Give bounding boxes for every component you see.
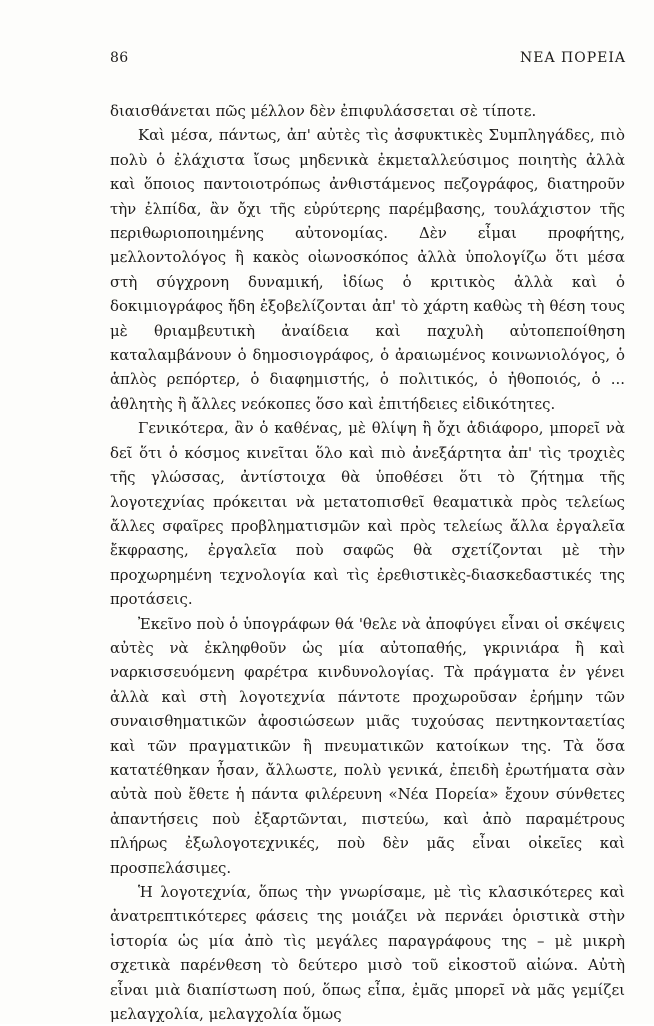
paragraph: Ἐκεῖνο ποὺ ὁ ὑπογράφων θά 'θελε νὰ ἀποφύγει εἶναι οἱ σκέψεις αὐτὲς νὰ ἐκληφθοῦν ὡς μία αὐτοπαθής, γκρινιάρα ἢ καὶ ναρκισσευόμενη φαρέτρα κινδυνολογίας. Τὰ πράγματα ἐν γένει ἀλλὰ καὶ στὴ λογοτεχνία πάντοτε προχωροῦσαν ἐρήμην τῶν συναισθηματικῶν ἀφοσιώσεων μιᾶς τυχούσας πεντηκονταετίας καὶ τῶν πραγματικῶν ἢ πνευματικῶν κατοίκων της. Τὰ ὅσα κατατέθηκαν ἦσαν, ἄλλωστε, πολὺ γενικά, ἐπειδὴ ἐρωτήματα σὰν αὐτὰ ποὺ ἔθετε ἡ πάντα φιλέρευνη «Νέα Πορεία» ἔχουν σύνθετες ἀπαντήσεις ποὺ ἐξαρτῶνται, πιστεύω, καὶ ἀπὸ παραμέτρους πλήρως ἐξωλογοτεχνικές, ποὺ δὲν μᾶς εἶναι οἰκεῖες καὶ προσπελάσιμες. <box>110 614 625 877</box>
paragraph: διαισθάνεται πῶς μέλλον δὲν ἐπιφυλάσσεται σὲ τίποτε. <box>110 102 537 120</box>
paragraph: Καὶ μέσα, πάντως, ἀπ' αὐτὲς τὶς ἀσφυκτικὲς Συμπληγάδες, πιὸ πολὺ ὁ ἐλάχιστα ἴσως μηδενικὰ ἐκμεταλλεύσιμος ποιητὴς ἀλλὰ καὶ ὅποιος παντοιοτρόπως ἀνθιστάμενος πεζογράφος, διατηροῦν τὴν ἐλπίδα, ἂν ὄχι τῆς εὐρύτερης παρέμβασης, τουλάχιστον τῆς περιθωριοποιημένης αὐτονομίας. Δὲν εἶμαι προφήτης, μελλοντολόγος ἢ κακὸς οἰωνοσκόπος ἀλλὰ ὑπολογίζω ὅτι μέσα στὴ σύγχρονη δυναμική, ἰδίως ὁ κριτικὸς ἀλλὰ καὶ ὁ δοκιμιογράφος ἤδη ἐξοβελίζονται ἀπ' τὸ χάρτη καθὼς τὴ θέση τους μὲ θριαμβευτικὴ ἀναίδεια καὶ παχυλὴ αὐτοπεποίθηση καταλαμβάνουν ὁ δημοσιογράφος, ὁ ἀραιωμένος κοινωνιολόγος, ὁ ἁπλὸς ρεπόρτερ, ὁ διαφημιστής, ὁ πολιτικός, ὁ ἠθοποιός, ὁ ... ἀθλητὴς ἢ ἄλλες νεόκοπες ὅσο καὶ ἐπιτήδειες εἰδικότητες. <box>110 126 625 413</box>
paragraph: Ἡ λογοτεχνία, ὅπως τὴν γνωρίσαμε, μὲ τὶς κλασικότερες καὶ ἀνατρεπτικότερες φάσεις της μοιάζει νὰ περνάει ὁριστικὰ στὴν ἱστορία ὡς μία ἀπὸ τὶς μεγάλες παραγράφους της – μὲ μικρὴ σχετικὰ παρένθεση τὸ δεύτερο μισὸ τοῦ εἰκοστοῦ αἰώνα. Αὐτὴ εἶναι μιὰ διαπίστωση πού, ὅπως εἶπα, ἐμᾶς μπορεῖ νὰ μᾶς γεμίζει μελαγχολία, μελαγχολία ὅμως <box>110 883 625 1024</box>
body-text <box>110 99 625 1026</box>
paragraph: Γενικότερα, ἂν ὁ καθένας, μὲ θλίψη ἢ ὄχι ἀδιάφορο, μπορεῖ νὰ δεῖ ὅτι ὁ κόσμος κινεῖται ὅλο καὶ πιὸ ἀνεξάρτητα ἀπ' τὶς τροχιὲς τῆς γλώσσας, ἀντίστοιχα θὰ ὑποθέσει ὅτι τὸ ζήτημα τῆς λογοτεχνίας πρόκειται νὰ μετατοπισθεῖ θεαματικὰ πρὸς τελείως ἄλλες σφαῖρες προβληματισμῶν καὶ πρὸς τελείως ἄλλα ἐργαλεῖα ἔκφρασης, ἐργαλεῖα ποὺ σαφῶς θὰ σχετίζονται μὲ τὴν προχωρημένη τεχνολογία καὶ τὶς ἐρεθιστικὲς-διασκεδαστικές της προτάσεις. <box>110 419 625 609</box>
running-head: ΝΕΑ ΠΟΡΕΙΑ <box>520 50 626 66</box>
page-header <box>110 50 626 72</box>
page-number: 86 <box>110 50 129 66</box>
